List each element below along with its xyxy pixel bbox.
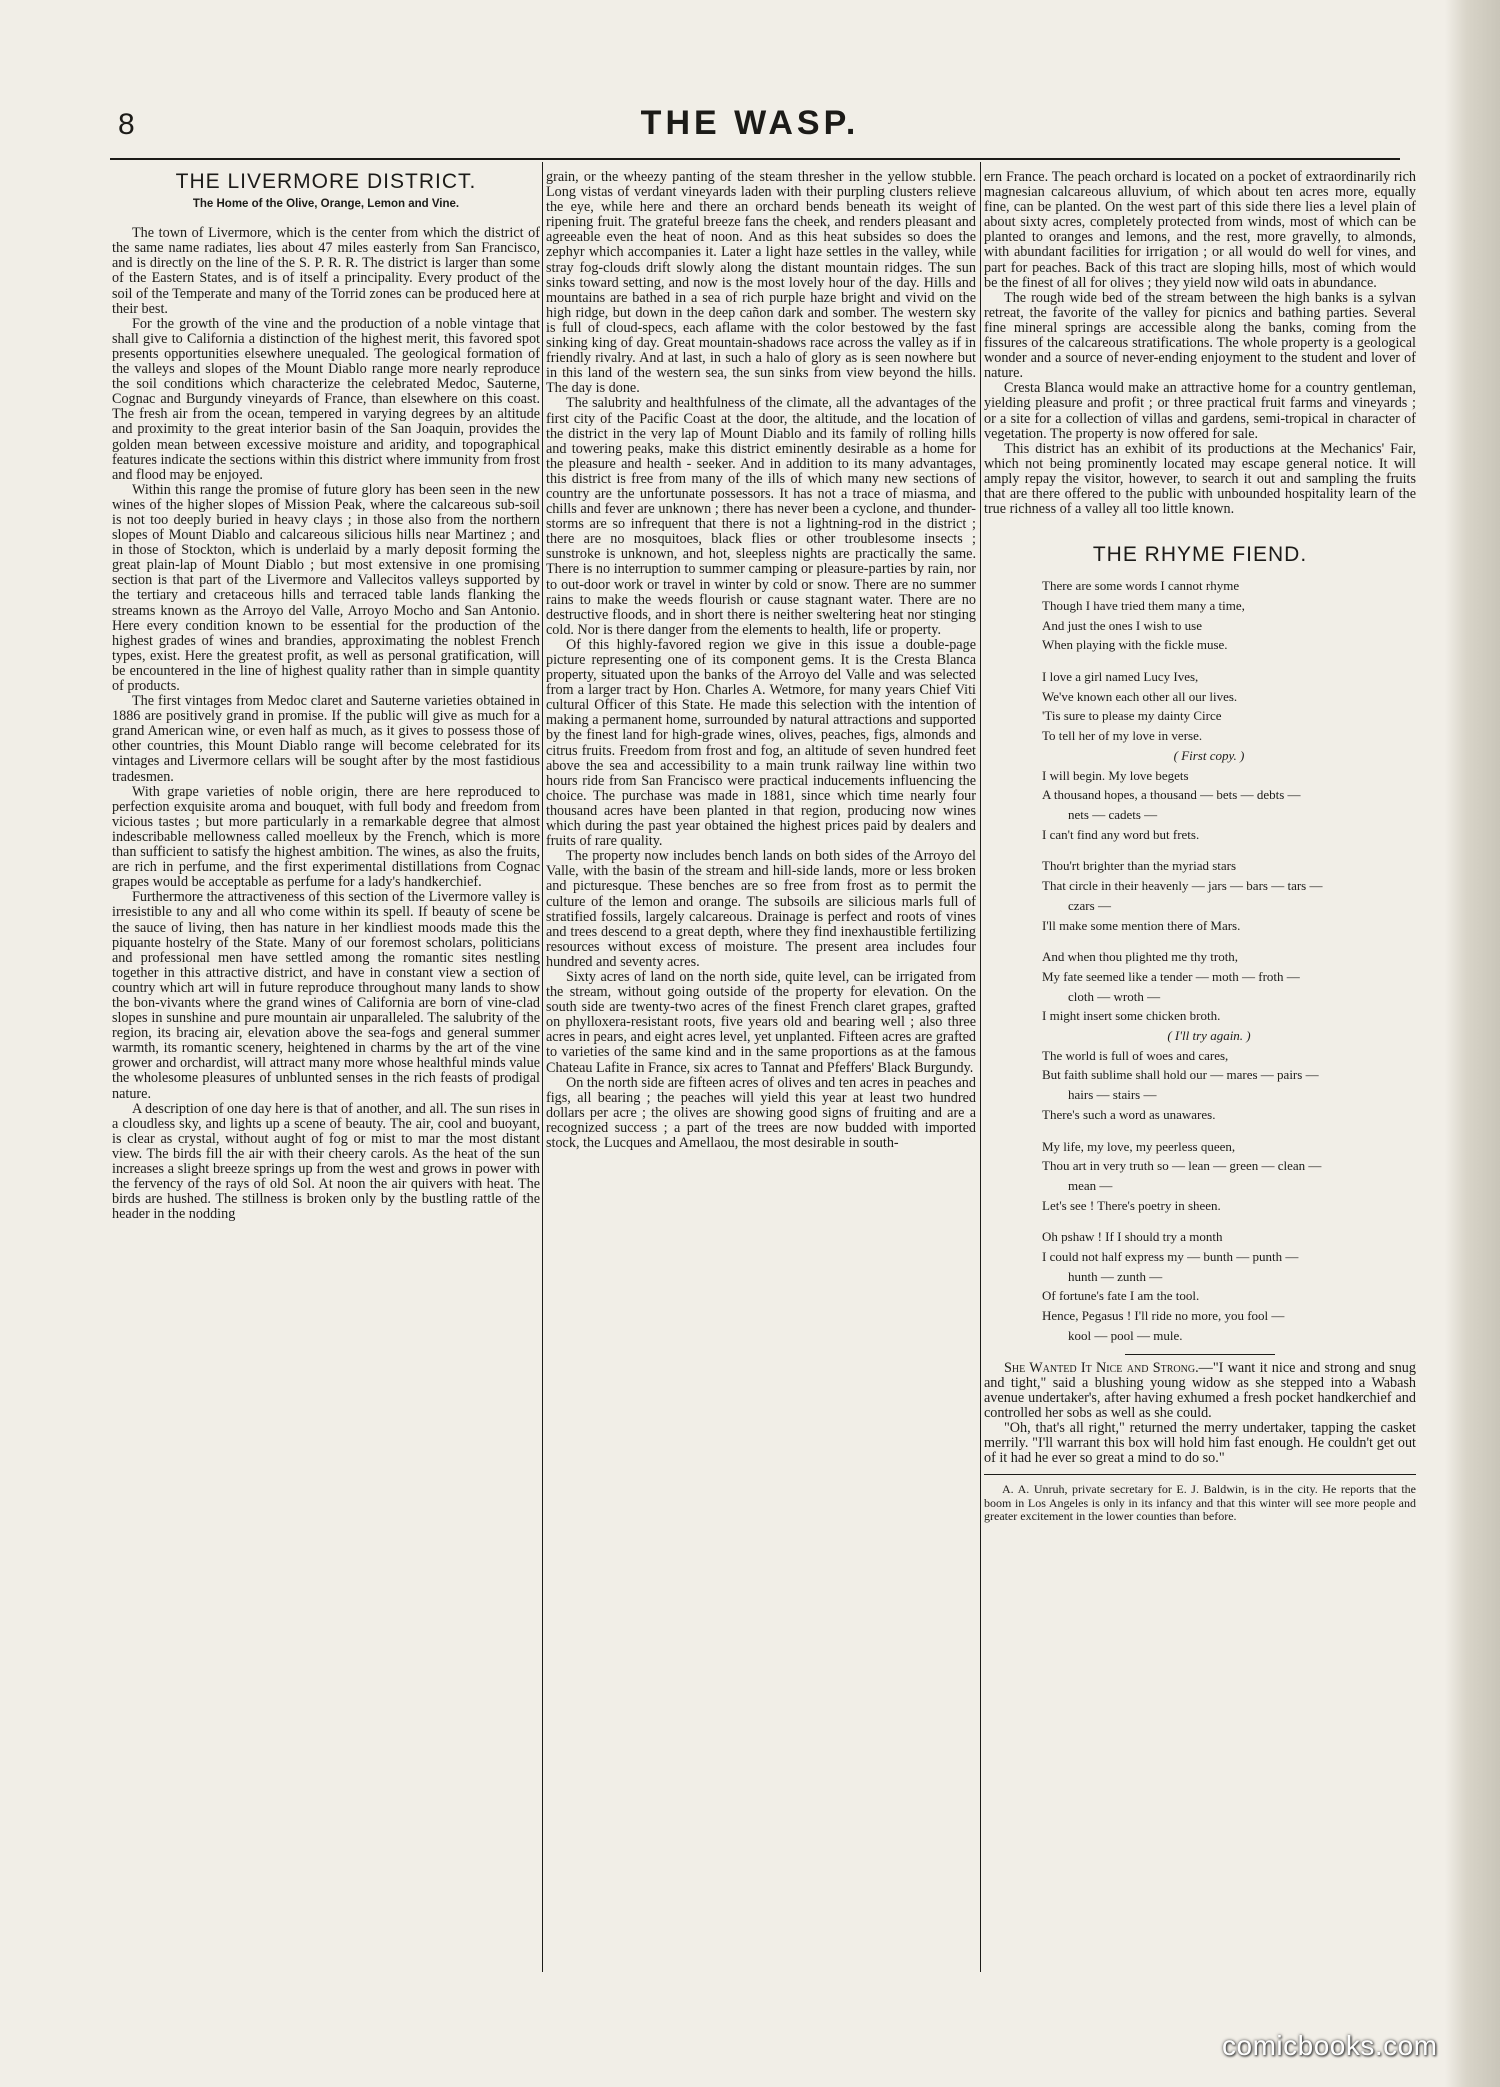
poem-line: When playing with the fickle muse. [1042, 637, 1228, 653]
news-note [984, 1483, 1416, 1524]
paragraph: The salubrity and healthfulness of the climate, all the advantages of the first city of the Pacific Coast at the door, the altitude, and the location of the district in the very lap of Mount Diablo and its family of rolling hills and towering peaks, make this district eminently desirable as a home for the pleasure and health - seeker. And in addition to its many advantages, this district is free from many of the ills of which many new sections of country are the unfortunate possessors. It has not a trace of miasma, and chills and fever are unknown ; there has never been a cyclone, and thunder-storms are so infrequent that there is not a lightning-rod in the district ; there are no mosquitoes, black flies or other troublesome insects ; sunstroke is unknown, and hot, sleepless nights are practically the same. There is no interruption to summer camping or pleasure-parties by rain, nor to out-door work or travel in winter by cold or snow. There are no summer rains to make the weeds flourish or cause stagnant water. There are no destructive floods, and in short there is neither sweltering heat nor stinging cold. Nor is there danger from the elements to health, life or property. [546, 395, 976, 638]
paragraph: Within this range the promise of future glory has been seen in the new wines of the higher slopes of Mission Peak, where the calcareous sub-soil is not too deeply buried in heavy clays ; in those also from the northern slopes of Mount Diablo and calcareous silicious hills near Martinez ; and in those of Stockton, which is underlaid by a marly deposit forming the great plain-lap of Mount Diablo ; but most extensive in one promising section is that part of the Livermore and Vallecitos valleys supported by the tertiary and cretaceous hills and terraced table lands flanking the streams known as the Arroyo del Valle, Arroyo Mocho and San Antonio. Here every condition known to be essential for the production of the highest grades of wines and brandies, approximating the noblest French types, exist. Here the greatest profit, as well as personal gratification, will be encountered in the line of highest quality rather than in simple quantity of products. [112, 481, 540, 694]
poem-line: Let's see ! There's poetry in sheen. [1042, 1197, 1221, 1213]
poem-line: My fate seemed like a tender — moth — froth — [1042, 968, 1300, 984]
poem-line: I'll make some mention there of Mars. [1042, 917, 1241, 933]
paragraph: "Oh, that's all right," returned the merry undertaker, tapping the casket merrily. "I'll warrant this box will hold him fast enough. He couldn't get out of it had he ever so great a mind to do so." [984, 1419, 1416, 1467]
poem-line: Thou art in very truth so — lean — green — clean — [1042, 1158, 1322, 1174]
header-rule [110, 158, 1400, 160]
page-number: 8 [118, 108, 135, 141]
poem-note: ( First copy. ) [1173, 747, 1245, 763]
divider [984, 1474, 1416, 1475]
poem-line: There are some words I cannot rhyme [1042, 578, 1240, 594]
poem [984, 576, 1416, 1345]
poem-line: nets — cadets — [1068, 806, 1158, 822]
column-2 [546, 170, 976, 1151]
poem-line: The world is full of woes and cares, [1042, 1047, 1229, 1063]
poem-line: My life, my love, my peerless queen, [1042, 1138, 1236, 1154]
watermark: comicbooks.com [1222, 2030, 1438, 2061]
poem-line: A thousand hopes, a thousand — bets — debts — [1042, 787, 1301, 803]
poem-line: I could not half express my — bunth — punth — [1042, 1249, 1299, 1265]
poem-note: ( I'll try again. ) [1167, 1028, 1251, 1044]
poem-line: Though I have tried them many a time, [1042, 597, 1245, 613]
column-1 [112, 170, 540, 1222]
paragraph: Furthermore the attractiveness of this section of the Livermore valley is irresistible to any and all who come within its spell. If beauty of scene be the sauce of living, then has nature in her kindliest moods made this the piquante hostelry of the State. Many of our foremost scholars, politicians and professional men have settled among the romantic sites nestling together in this attractive district, and have in constant view a section of country which art will in future reproduce throughout many lands to show the bon-vivants where the grand wines of California are born of vine-clad slopes in sunshine and pure mountain air unparalleled. The salubrity of the region, its bracing air, elevation above the sea-fogs and general summer warmth, its romantic scenery, heightened in charms by the art of the vine grower and orchardist, will attract many more whose healthful minds value the wholesome pleasures of unblunted senses in the rich feasts of prodigal nature. [112, 889, 540, 1102]
poem-line: Thou'rt brighter than the myriad stars [1042, 858, 1237, 874]
article-title: THE LIVERMORE DISTRICT. [175, 170, 477, 193]
poem-line: I can't find any word but frets. [1042, 826, 1200, 842]
paragraph: A. A. Unruh, private secretary for E. J. Baldwin, is in the city. He reports that the boom in Los Angeles is only in its infancy and that this winter will see more people and greater excitement in the lower counties than before. [984, 1482, 1416, 1524]
poem-line: czars — [1068, 897, 1111, 913]
paragraph: Of this highly-favored region we give in this issue a double-page picture representing one of its component gems. It is the Cresta Blanca property, situated upon the banks of the Arroyo del Valle and was selected from a larger tract by Hon. Charles A. Wetmore, for many years Chief Viti cultural Officer of this State. He made this selection with the intention of making a permanent home, surrounded by natural attractions and supported by the finest land for high-grade wines, olives, peaches, figs, almonds and citrus fruits. Freedom from frost and fog, an altitude of seven hundred feet above the sea and accessibility to a main trunk railway line within two hours ride from San Francisco were practical inducements influencing the choice. The purchase was made in 1881, since which time nearly four thousand acres have been planted in that region, producing now wines which during the past year obtained the highest prices paid by dealers and fruits of rare quality. [546, 636, 976, 850]
item-text: —"I want it nice and strong and snug and tight," said a blushing young widow as she stepped into a Wabash avenue undertaker's, after having exhumed a fresh pocket handkerchief and controlled her sobs as well as she could. [984, 1359, 1416, 1421]
masthead: THE WASP. [640, 104, 860, 142]
column-3 [984, 170, 1416, 1524]
poem-line: And just the ones I wish to use [1042, 617, 1202, 633]
divider [1125, 1354, 1275, 1355]
poem-line: I love a girl named Lucy Ives, [1042, 669, 1199, 685]
poem-line: We've known each other all our lives. [1042, 688, 1238, 704]
poem-line: And when thou plighted me thy troth, [1042, 949, 1239, 965]
paragraph: A description of one day here is that of another, and all. The sun rises in a cloudless sky, and lights up a scene of beauty. The air, cool and buoyant, is clear as crystal, without aught of fog or mist to mar the most distant view. The birds fill the air with their cheery carols. As the heat of the sun increases a slight breeze springs up from the west and grows in power with the fervency of the rays of old Sol. At noon the air quivers with heat. The birds are hushed. The stillness is broken only by the bustling rattle of the header in the nodding [112, 1100, 540, 1223]
paragraph: The first vintages from Medoc claret and Sauterne varieties obtained in 1886 are positively grand in promise. If the public will give as much for a grand American wine, or even half as much, as it gives to possess those of other countries, this Mount Diablo range will become celebrated for its vintages and Livermore cellars will be sought after by the most fastidious tradesmen. [112, 693, 540, 785]
poem-line: Of fortune's fate I am the tool. [1042, 1288, 1200, 1304]
poem-line: I might insert some chicken broth. [1042, 1008, 1221, 1024]
paragraph: This district has an exhibit of its productions at the Mechanics' Fair, which not being prominently located may escape general notice. It will amply repay the visitor, however, to search it out and sampling the fruits that are there offered to the public with unbounded hospitality learn of the true richness of a valley all too little known. [984, 440, 1416, 518]
poem-title: THE RHYME FIEND. [1092, 543, 1308, 567]
paragraph: ern France. The peach orchard is located on a pocket of extraordinarily rich magnesian calcareous alluvium, of which about ten acres more, equally fine, can be planted. On the west part of this side there lies a level plain of about sixty acres, completely protected from winds, most of which can be planted to oranges and lemons, and the rest, more gravelly, to almonds, with abundant facilities for irrigation ; or all would do well for vines, and part for peaches. Back of this tract are sloping hills, most of which would be the finest of all for olives ; they yield now wild oats in abundance. [984, 169, 1416, 291]
paragraph: grain, or the wheezy panting of the steam thresher in the yellow stubble. Long vistas of verdant vineyards laden with their purpling clusters relieve the eye, while here and there an orchard bends beneath its weight of ripening fruit. The grateful breeze fans the cheek, and renders pleasant and agreeable even the heat of noon. And as this heat subsides so does the zephyr which accompanies it. Later a light haze settles in the valley, while stray fog-clouds drift slowly along the distant mountain ridges. The sun sinks toward setting, and now is the most lovely hour of the day. Hills and mountains are bathed in a sea of rich purple haze bright and vivid on the high ridge, but down in the deep cañon dark and somber. The western sky is full of cloud-specs, each aflame with the color bestowed by the fast sinking king of day. Great mountain-shadows race across the valley as if in friendly rivalry. And at last, in such a halo of glory as is seen nowhere but in this land of the western sea, the sun sinks from view beyond the hills. The day is done. [546, 169, 976, 397]
article-subtitle: The Home of the Olive, Orange, Lemon and Vine. [192, 198, 460, 211]
poem-line: I will begin. My love begets [1042, 767, 1189, 783]
paragraph: With grape varieties of noble origin, there are here reproduced to perfection exquisite aroma and bouquet, with full body and freedom from vicious tastes ; but more particularly in a remarkable degree that almost indescribable mellowness called moelleux by the French, which is more than sufficient to satisfy the highest ambition. The wines, as also the fruits, are rich in perfume, and the first experimental distillations from Cognac grapes would be acceptable as perfume for a lady's handkerchief. [112, 783, 540, 891]
page-edge [1445, 0, 1500, 2087]
column-divider [980, 162, 981, 1972]
paragraph [984, 1361, 1416, 1421]
paragraph: Cresta Blanca would make an attractive home for a country gentleman, yielding pleasure and profit ; or three practical fruit farms and vineyards ; or a site for a collection of villas and gardens, semi-tropical in character of vegetation. The property is now offered for sale. [984, 380, 1416, 442]
paragraph: The rough wide bed of the stream between the high banks is a sylvan retreat, the favorite of the valley for picnics and bathing parties. Several fine mineral springs are accessible along the banks, coming from the fissures of the calcareous stratifications. The whole property is a geological wonder and a source of never-ending enjoyment to the student and lover of nature. [984, 289, 1416, 382]
poem-line: There's such a word as unawares. [1042, 1106, 1216, 1122]
paragraph: Sixty acres of land on the north side, quite level, can be irrigated from the stream, without going outside of the property for elevation. On the south side are twenty-two acres of the finest French claret grapes, grafted on phylloxera-resistant roots, five years old and bearing well ; also three acres in pears, and eight acres level, yet unplanted. Fifteen acres are grafted to varieties of the same kind and in the same proportions as at the famous Chateau Lafite in France, six acres to Tannat and Pfeffers' Black Burgundy. [546, 968, 976, 1076]
poem-line: Oh pshaw ! If I should try a month [1042, 1229, 1223, 1245]
column-divider [542, 162, 543, 1972]
paragraph: The property now includes bench lands on both sides of the Arroyo del Valle, with the basin of the stream and hill-side lands, more or less broken and picturesque. These benches are so free from frost as to permit the culture of the lemon and orange. The subsoils are silicious marls full of stratified fossils, largely calcareous. Drainage is perfect and roots of vines and trees descend to a great depth, where they find inexhaustible fertilizing resources without excess of moisture. The present area includes four hundred and seventy acres. [546, 848, 976, 970]
poem-line: hunth — zunth — [1068, 1268, 1163, 1284]
poem-line: That circle in their heavenly — jars — bars — tars — [1042, 878, 1323, 894]
paragraph: For the growth of the vine and the production of a noble vintage that shall give to California a distinction of the highest merit, this favored spot presents opportunities elsewhere unequaled. The geological formation of the valleys and slopes of the Mount Diablo range more nearly reproduce the soil conditions which characterize the celebrated Medoc, Sauterne, Cognac and Burgundy vineyards of France, than elsewhere on this coast. The fresh air from the ocean, tempered in varying degrees by an altitude and proximity to the great interior basin of the San Joaquin, provides the golden mean between excessive moisture and aridity, and topographical features indicate the sections within this district where immunity from frost and flood may be enjoyed. [112, 315, 540, 483]
poem-line: cloth — wroth — [1068, 988, 1161, 1004]
paragraph: The town of Livermore, which is the center from which the district of the same name radiates, lies about 47 miles easterly from San Francisco, and is directly on the line of the S. P. R. R. The district is larger than some of the Eastern States, and is of itself a principality. Every product of the soil of the Temperate and many of the Torrid zones can be produced here at their best. [112, 225, 540, 317]
poem-line: mean — [1068, 1177, 1113, 1193]
paragraph: On the north side are fifteen acres of olives and ten acres in peaches and figs, all bearing ; the peaches will yield this year at least two hundred dollars per acre ; the olives are showing good signs of fruiting and are a recognized success ; a part of the trees are now budded with imported stock, the Lucques and Amellaou, the most desirable in south- [546, 1074, 976, 1151]
poem-line: kool — pool — mule. [1068, 1327, 1183, 1343]
item-lead: She Wanted It Nice and Strong. [1004, 1359, 1199, 1376]
poem-line: But faith sublime shall hold our — mares — pairs — [1042, 1067, 1319, 1083]
poem-line: Hence, Pegasus ! I'll ride no more, you fool — [1042, 1308, 1285, 1324]
poem-line: To tell her of my love in verse. [1042, 728, 1203, 744]
poem-line: 'Tis sure to please my dainty Circe [1042, 708, 1222, 724]
poem-line: hairs — stairs — [1068, 1087, 1157, 1103]
